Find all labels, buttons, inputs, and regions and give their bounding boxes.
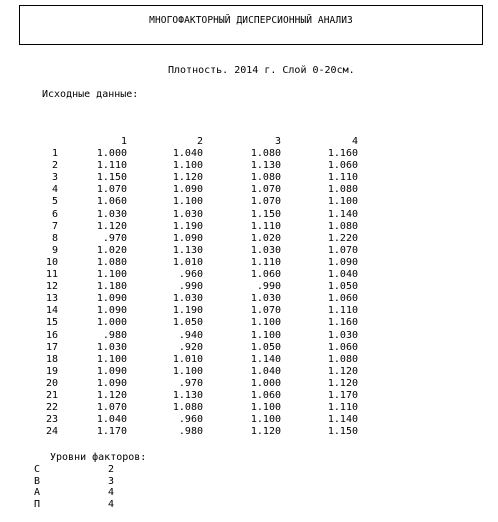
factor-levels-body	[34, 464, 114, 511]
table-cell: 1.070	[250, 305, 281, 317]
table-cell: .990	[256, 281, 281, 293]
table-row	[30, 281, 358, 293]
column-header: 3	[274, 136, 281, 147]
column-header: 2	[196, 136, 203, 147]
table-cell: 1.070	[250, 184, 281, 196]
table-row	[30, 196, 358, 208]
table-row	[30, 317, 358, 329]
table-cell: 1.090	[172, 184, 203, 196]
table-cell: 1.130	[172, 389, 203, 401]
table-cell: 1.100	[327, 196, 358, 208]
row-number: 14	[45, 305, 58, 317]
table-cell: 1.030	[96, 208, 127, 220]
table-cell: 1.080	[327, 184, 358, 196]
table-row	[30, 366, 358, 378]
table-cell: 1.110	[327, 402, 358, 414]
table-body	[30, 148, 358, 438]
table-cell: 1.190	[172, 305, 203, 317]
factor-row	[34, 476, 114, 488]
table-cell: 1.070	[327, 244, 358, 256]
table-cell: 1.010	[172, 353, 203, 365]
table-row	[30, 330, 358, 342]
factor-level-count: 4	[107, 487, 114, 499]
factor-level-count: 2	[107, 464, 114, 475]
table-cell: 1.080	[327, 353, 358, 365]
table-cell: 1.010	[172, 256, 203, 268]
row-number: 21	[45, 389, 58, 401]
row-number: 22	[45, 402, 58, 414]
table-cell: 1.030	[172, 208, 203, 220]
table-cell: 1.100	[96, 269, 127, 281]
table-cell: 1.100	[172, 160, 203, 172]
table-cell: 1.170	[327, 389, 358, 401]
row-number: 20	[45, 377, 58, 389]
row-number: 16	[45, 329, 58, 341]
table-row	[30, 209, 358, 221]
table-cell: 1.140	[327, 208, 358, 220]
table-cell: 1.060	[327, 293, 358, 305]
table-row	[30, 257, 358, 269]
table-cell: 1.040	[172, 148, 203, 160]
table-cell: .960	[178, 269, 203, 281]
table-cell: 1.050	[327, 281, 358, 293]
table-row	[30, 354, 358, 366]
table-cell: 1.030	[250, 293, 281, 305]
table-cell: 1.160	[327, 317, 358, 329]
source-data-table	[30, 136, 358, 438]
table-cell: 1.110	[96, 160, 127, 172]
table-cell: 1.060	[327, 341, 358, 353]
table-cell: .970	[102, 232, 127, 244]
factor-level-count: 4	[107, 499, 114, 511]
page-title: МНОГОФАКТОРНЫЙ ДИСПЕРСИОННЫЙ АНАЛИЗ	[149, 15, 353, 26]
table-cell: 1.220	[327, 232, 358, 244]
table-cell: 1.060	[96, 196, 127, 208]
table-cell: 1.150	[250, 208, 281, 220]
table-row	[30, 293, 358, 305]
table-cell: .940	[178, 329, 203, 341]
table-cell: .980	[102, 329, 127, 341]
table-cell: 1.070	[96, 184, 127, 196]
table-cell: 1.040	[250, 365, 281, 377]
factor-row	[34, 464, 114, 476]
table-cell: 1.170	[96, 426, 127, 438]
row-number: 12	[45, 281, 58, 293]
table-cell: 1.110	[250, 256, 281, 268]
table-cell: 1.120	[96, 220, 127, 232]
table-row	[30, 172, 358, 184]
table-cell: .990	[178, 281, 203, 293]
table-cell: 1.120	[250, 426, 281, 438]
table-cell: 1.100	[250, 414, 281, 426]
table-cell: 1.080	[172, 402, 203, 414]
table-row	[30, 342, 358, 354]
table-cell: 1.100	[96, 353, 127, 365]
table-cell: 1.110	[327, 172, 358, 184]
row-number: 7	[51, 220, 58, 232]
row-number: 3	[51, 172, 58, 184]
factor-row	[34, 499, 114, 511]
table-row	[30, 414, 358, 426]
row-number: 9	[51, 244, 58, 256]
table-row	[30, 221, 358, 233]
row-number: 6	[51, 208, 58, 220]
table-cell: 1.150	[96, 172, 127, 184]
table-row	[30, 378, 358, 390]
row-number-header	[30, 136, 58, 148]
row-number: 24	[45, 426, 58, 438]
table-cell: 1.090	[96, 305, 127, 317]
table-cell: 1.090	[96, 377, 127, 389]
table-cell: 1.020	[96, 244, 127, 256]
table-cell: 1.000	[96, 317, 127, 329]
column-header: 4	[351, 136, 358, 147]
row-number: 2	[51, 160, 58, 172]
table-cell: .980	[178, 426, 203, 438]
table-row	[30, 233, 358, 245]
table-cell: 1.050	[172, 317, 203, 329]
table-row	[30, 269, 358, 281]
factor-levels-table	[34, 464, 114, 511]
table-cell: 1.070	[96, 402, 127, 414]
table-row	[30, 184, 358, 196]
table-cell: 1.130	[172, 244, 203, 256]
table-cell: 1.190	[172, 220, 203, 232]
table-cell: 1.030	[250, 244, 281, 256]
row-number: 5	[51, 196, 58, 208]
table-cell: 1.180	[96, 281, 127, 293]
table-cell: 1.120	[327, 377, 358, 389]
table-cell: 1.090	[327, 256, 358, 268]
table-cell: 1.100	[250, 329, 281, 341]
row-number: 18	[45, 353, 58, 365]
row-number: 15	[45, 317, 58, 329]
factor-name: В	[34, 475, 41, 487]
table-cell: 1.160	[327, 148, 358, 160]
table-cell: 1.140	[250, 353, 281, 365]
table-cell: 1.060	[250, 269, 281, 281]
table-cell: 1.130	[250, 160, 281, 172]
factor-row	[34, 487, 114, 499]
page-subtitle: Плотность. 2014 г. Слой 0-20см.	[168, 65, 355, 76]
table-cell: 1.090	[96, 293, 127, 305]
row-number: 17	[45, 341, 58, 353]
title-frame	[19, 5, 483, 45]
row-number: 4	[51, 184, 58, 196]
row-number: 13	[45, 293, 58, 305]
row-number: 11	[45, 269, 58, 281]
factors-title: Уровни факторов:	[50, 452, 147, 463]
table-cell: .920	[178, 341, 203, 353]
table-cell: 1.140	[327, 414, 358, 426]
row-number: 1	[51, 148, 58, 160]
row-number: 8	[51, 232, 58, 244]
table-row	[30, 160, 358, 172]
table-cell: 1.020	[250, 232, 281, 244]
row-number: 10	[45, 256, 58, 268]
table-row	[30, 148, 358, 160]
table-cell: 1.030	[96, 341, 127, 353]
table-cell: 1.100	[250, 402, 281, 414]
factor-level-count: 3	[107, 475, 114, 487]
table-header-row	[30, 136, 358, 148]
table-cell: 1.080	[250, 148, 281, 160]
table-cell: 1.150	[327, 426, 358, 438]
table-cell: 1.080	[250, 172, 281, 184]
table-cell: 1.120	[327, 365, 358, 377]
table-cell: 1.050	[250, 341, 281, 353]
table-row	[30, 245, 358, 257]
table-cell: 1.090	[172, 232, 203, 244]
table-cell: 1.120	[172, 172, 203, 184]
table-row	[30, 426, 358, 438]
factor-name: С	[34, 464, 41, 475]
table-cell: 1.060	[250, 389, 281, 401]
factor-name: А	[34, 487, 41, 499]
table-row	[30, 390, 358, 402]
table-cell: 1.030	[172, 293, 203, 305]
table-cell: 1.070	[250, 196, 281, 208]
table-cell: 1.060	[327, 160, 358, 172]
table-cell: 1.110	[327, 305, 358, 317]
table-cell: 1.120	[96, 389, 127, 401]
table-cell: 1.040	[96, 414, 127, 426]
table-cell: 1.100	[250, 317, 281, 329]
table-cell: .970	[178, 377, 203, 389]
table-row	[30, 402, 358, 414]
table-cell: .960	[178, 414, 203, 426]
table-cell: 1.000	[250, 377, 281, 389]
table-cell: 1.000	[96, 148, 127, 160]
section-label-source-data: Исходные данные:	[42, 89, 139, 100]
table-cell: 1.040	[327, 269, 358, 281]
table-cell: 1.100	[172, 365, 203, 377]
row-number: 19	[45, 365, 58, 377]
table-cell: 1.110	[250, 220, 281, 232]
table-cell: 1.100	[172, 196, 203, 208]
table-cell: 1.080	[96, 256, 127, 268]
row-number: 23	[45, 414, 58, 426]
factor-name: П	[34, 499, 41, 511]
table-cell: 1.080	[327, 220, 358, 232]
table-cell: 1.030	[327, 329, 358, 341]
column-header: 1	[120, 136, 127, 147]
table-row	[30, 305, 358, 317]
table-cell: 1.090	[96, 365, 127, 377]
